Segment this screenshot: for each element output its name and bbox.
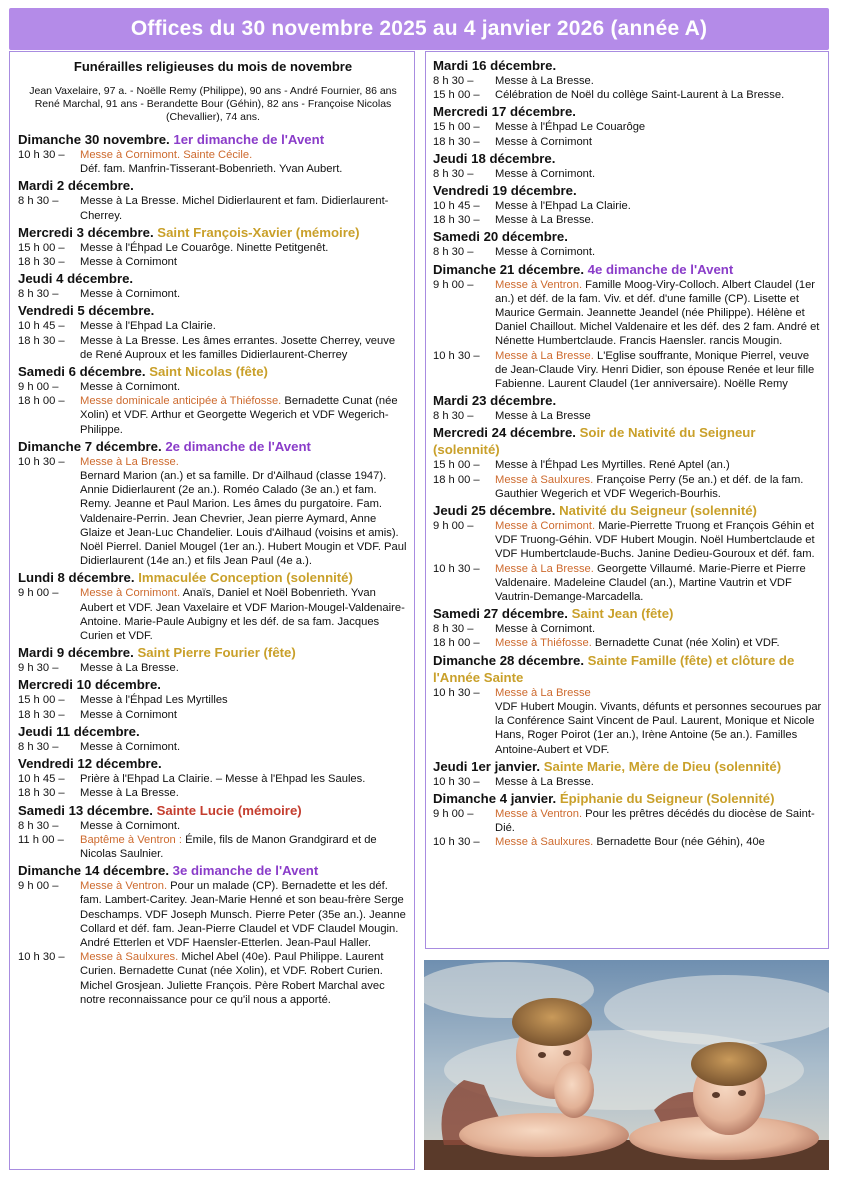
mass-time: 8 h 30 – (18, 195, 59, 208)
mass-entry (433, 519, 822, 562)
day-date: Dimanche 7 décembre. (18, 438, 162, 454)
mass-details (80, 255, 408, 269)
day-heading (433, 424, 822, 458)
mass-time: 18 h 30 – (18, 334, 65, 347)
mass-time: 9 h 00 – (18, 587, 59, 600)
mass-entry (18, 148, 408, 162)
day-heading (18, 723, 408, 740)
mass-entry (18, 394, 408, 437)
mass-time (18, 162, 80, 176)
mass-time: 18 h 30 – (18, 708, 65, 721)
mass-details (80, 879, 408, 950)
funerals-list: Jean Vaxelaire, 97 a. - Noëlle Remy (Philippe), 90 ans - André Fournier, 86 ans René Marchal, 91 ans - Berandette Bour (Géhin), 82 ans - Françoise Nicolas (Chevallier), 74 ans. (29, 85, 397, 123)
mass-location: Messe à La Bresse. (80, 455, 179, 468)
mass-details (80, 950, 408, 1007)
mass-time: 9 h 00 – (433, 520, 474, 533)
mass-details (80, 708, 408, 722)
day-date: Mardi 23 décembre. (433, 393, 557, 409)
mass-time: 18 h 30 – (18, 256, 65, 269)
mass-time: 10 h 30 – (433, 562, 480, 575)
mass-intentions: Messe à l'Éhpad Les Myrtilles. René Aptel (an.) (495, 459, 730, 472)
feast-name: Épiphanie du Seigneur (Solennité) (559, 790, 775, 806)
mass-details (495, 636, 822, 650)
day-date: Jeudi 1er janvier. (433, 758, 541, 774)
day-heading (433, 652, 822, 686)
mass-details (495, 74, 822, 88)
mass-entry (433, 835, 822, 849)
mass-location: Messe à Ventron. (80, 880, 168, 893)
mass-entry (18, 833, 408, 861)
mass-details (495, 562, 822, 605)
mass-details (495, 278, 822, 349)
mass-details (495, 88, 822, 102)
mass-intentions: Messe à Cornimont. (80, 740, 181, 753)
mass-location: Messe à Thiéfosse. (495, 637, 592, 650)
mass-time: 9 h 00 – (433, 807, 474, 820)
day-date: Samedi 27 décembre. (433, 606, 568, 622)
mass-details (80, 740, 408, 754)
mass-time: 8 h 30 – (18, 288, 59, 301)
mass-time: 15 h 00 – (18, 694, 65, 707)
mass-time: 10 h 30 – (433, 836, 480, 849)
mass-entry (18, 469, 408, 568)
mass-time: 15 h 00 – (433, 121, 480, 134)
day-heading (18, 302, 408, 319)
mass-entry (433, 807, 822, 835)
mass-intentions: Messe à Cornimont. (495, 623, 596, 636)
right-schedule (433, 57, 822, 850)
mass-intentions: Messe à La Bresse. (495, 214, 594, 227)
mass-entry (18, 950, 408, 1007)
mass-details (495, 135, 822, 149)
mass-details (495, 473, 822, 501)
mass-intentions: Anaïs, Daniel et Noël Bobenrieth. Yvan Aubert et VDF. Jean Vaxelaire et VDF Marion-Mougel-Valdenaire-Antoine. Marie-Paule Aubigny et les déf. de sa fam. Jacques Curien et VDF. (80, 587, 405, 643)
feast-name: Sainte Lucie (mémoire) (156, 802, 302, 818)
mass-intentions: Déf. fam. Manfrin-Tisserant-Bobenrieth. Yvan Aubert. (80, 163, 343, 176)
mass-intentions: Messe à La Bresse. Les âmes errantes. Josette Cherrey, veuve de René Auproux et les familles Didierlaurent-Cherrey (80, 334, 396, 361)
funerals-title: Funérailles religieuses du mois de novembre (73, 59, 353, 74)
day-date: Lundi 8 décembre. (18, 570, 135, 586)
day-date: Jeudi 25 décembre. (433, 503, 556, 519)
mass-details (80, 287, 408, 301)
mass-intentions: Georgette Villaumé. Marie-Pierre et Pierre Valdenaire. Madeleine Claudel (an.), Martine Vautrin et VDF Vautrin-Demange-Marcadella. (495, 562, 806, 604)
mass-time: 8 h 30 – (18, 740, 59, 753)
mass-intentions: Messe à Cornimont. (495, 246, 596, 259)
mass-entry (433, 199, 822, 213)
mass-time: 10 h 30 – (433, 686, 480, 699)
mass-entry (18, 740, 408, 754)
feast-name: Sainte Marie, Mère de Dieu (solennité) (543, 758, 782, 774)
mass-details (80, 772, 408, 786)
day-heading (433, 150, 822, 167)
page-title: Offices du 30 novembre 2025 au 4 janvier 2026 (année A) (130, 17, 708, 40)
mass-details (80, 819, 408, 833)
mass-time: 15 h 00 – (433, 89, 480, 102)
feast-name: Soir de Nativité du Seigneur (solennité) (433, 425, 756, 458)
mass-time: 18 h 00 – (433, 637, 480, 650)
mass-time: 10 h 45 – (18, 773, 65, 786)
mass-entry (433, 686, 822, 700)
mass-entry (433, 74, 822, 88)
feast-name: Immaculée Conception (solennité) (138, 570, 353, 586)
day-date: Dimanche 21 décembre. (433, 261, 584, 277)
day-heading (433, 605, 822, 622)
mass-details (495, 835, 822, 849)
mass-entry (433, 458, 822, 472)
mass-details (495, 458, 822, 472)
day-heading (433, 228, 822, 245)
mass-details (80, 380, 408, 394)
mass-details (80, 241, 408, 255)
mass-time: 8 h 30 – (433, 167, 474, 180)
mass-location: Messe à Saulxures. (80, 951, 179, 964)
mass-time: 9 h 00 – (18, 381, 59, 394)
feast-name: Saint Pierre Fourier (fête) (137, 645, 296, 661)
day-heading (18, 177, 408, 194)
feast-name: 2e dimanche de l'Avent (165, 438, 311, 454)
day-date: Mardi 9 décembre. (18, 645, 134, 661)
day-heading (18, 131, 408, 148)
mass-entry (433, 88, 822, 102)
mass-intentions: Émile, fils de Manon Grandgirard et de Nicolas Saulnier. (80, 833, 377, 860)
mass-entry (433, 409, 822, 423)
mass-entry (433, 135, 822, 149)
day-heading (18, 676, 408, 693)
mass-intentions: Messe à La Bresse. (80, 662, 179, 675)
mass-entry (433, 245, 822, 259)
mass-time: 10 h 30 – (18, 951, 65, 964)
mass-intentions: Messe à l'Éhpad Les Myrtilles (80, 694, 228, 707)
mass-entry (433, 473, 822, 501)
mass-intentions: Messe à Cornimont (80, 708, 177, 721)
mass-location: Messe à La Bresse. (495, 349, 594, 362)
right-column (425, 51, 829, 949)
mass-time: 11 h 00 – (18, 833, 64, 846)
day-heading (433, 182, 822, 199)
mass-location: Messe à Saulxures. (495, 836, 594, 849)
mass-intentions: Bernard Marion (an.) et sa famille. Dr d'Ailhaud (classe 1947). Annie Didierlaurent (2e an.). Roméo Calado (3e an.) et fam. Remy. Jeanne et Paul Marion. Les âmes du purgatoire. Fam. Valdenaire-Perrin. Jean Chevrier, Jean pierre Aymard, Anne Glaize et Jean-Luc Chandelier. Louis d'Ailhaud (voisins et amis). Noël Pierrel. Daniel Mougel (1er an.). Hubert Mougin et VDF. Paul Didierlaurent (14e an.) et fils Jean Paul (4e a.). (80, 470, 407, 568)
day-heading (18, 224, 408, 241)
day-date: Mercredi 24 décembre. (433, 425, 576, 441)
mass-entry (18, 194, 408, 222)
mass-entry (18, 786, 408, 800)
day-date: Mardi 16 décembre. (433, 58, 557, 73)
mass-entry (433, 636, 822, 650)
mass-details (495, 686, 822, 700)
mass-location: Messe à Cornimont. Sainte Cécile. (80, 149, 253, 161)
mass-entry (433, 167, 822, 181)
day-heading (433, 57, 822, 74)
day-date: Mardi 2 décembre. (18, 178, 134, 194)
mass-intentions: Messe à La Bresse. (495, 775, 594, 788)
mass-time: 10 h 30 – (433, 349, 480, 362)
mass-details (495, 120, 822, 134)
mass-details (495, 349, 822, 392)
mass-time (433, 700, 495, 757)
mass-details (80, 586, 408, 643)
day-heading (18, 644, 408, 661)
day-heading (18, 862, 408, 879)
mass-location: Messe à Cornimont. (495, 520, 596, 533)
mass-intentions: Messe à l'Éhpad Le Couarôge. Ninette Petitgenêt. (80, 241, 329, 254)
mass-time: 10 h 45 – (433, 200, 480, 213)
day-heading (433, 502, 822, 519)
mass-entry (18, 162, 408, 176)
feast-name: 1er dimanche de l'Avent (173, 132, 325, 147)
mass-location: Baptême à Ventron : (80, 833, 182, 846)
mass-entry (18, 661, 408, 675)
mass-intentions: Bernadette Bour (née Géhin), 40e (593, 836, 765, 849)
day-date: Mercredi 3 décembre. (18, 224, 154, 240)
mass-details (80, 394, 408, 437)
mass-details (495, 167, 822, 181)
mass-details (495, 700, 822, 757)
mass-time: 10 h 30 – (18, 149, 65, 161)
mass-details (495, 213, 822, 227)
mass-intentions: Messe à l'Ehpad La Clairie. (495, 200, 631, 213)
mass-entry (433, 349, 822, 392)
day-date: Mercredi 10 décembre. (18, 677, 161, 693)
mass-intentions: Michel Abel (40e). Paul Philippe. Laurent Curien. Bernadette Cunat (née Xolin), et VDF. Robert Curien. Michel Grosjean. Juliette François. Père Robert Marchal avec notre reconnaissance pour ce qu'il nous a apporté. (80, 951, 385, 1006)
mass-time: 18 h 00 – (433, 473, 480, 486)
mass-time: 8 h 30 – (433, 246, 474, 259)
mass-entry (18, 708, 408, 722)
mass-location: Messe à La Bresse. (495, 562, 594, 575)
mass-intentions: Messe à La Bresse. (495, 75, 594, 87)
mass-time: 18 h 30 – (433, 135, 480, 148)
mass-entry (433, 213, 822, 227)
day-date: Jeudi 4 décembre. (18, 271, 134, 287)
mass-entry (18, 586, 408, 643)
mass-time: 18 h 30 – (18, 787, 65, 800)
mass-details (495, 807, 822, 835)
mass-intentions: L'Eglise souffrante, Monique Pierrel, veuve de Jean-Claude Viry. Henri Didier, son épouse Renée et leur fille Fabienne. Laurent Claudel (1er anniversaire). Noëlle Remy (495, 349, 815, 391)
mass-intentions: Famille Moog-Viry-Colloch. Albert Claudel (1er an.) et déf. de la fam. Viv. et déf. d'une famille (CP). Lisette et Maurice Germain. Jeannette Jeandel (née Philippe). Hélène et Daniel Chaillout. Michel Valdenaire et les déf. des 2 fam. André et Nénette Humbertclaude. Francis Haensler. rancis Mougin. (495, 278, 820, 348)
day-date: Vendredi 5 décembre. (18, 303, 155, 319)
cherubs-painting (424, 960, 829, 1170)
mass-intentions: Messe à Cornimont (495, 135, 592, 148)
cherubs-image (424, 960, 829, 1170)
day-heading (433, 392, 822, 409)
mass-intentions: Messe à Cornimont. (80, 381, 181, 394)
mass-time (18, 469, 80, 568)
mass-details (80, 469, 408, 568)
feast-name: Saint Nicolas (fête) (149, 364, 268, 380)
day-date: Samedi 6 décembre. (18, 364, 146, 380)
mass-entry (433, 562, 822, 605)
mass-intentions: Messe à Cornimont. (80, 288, 181, 301)
mass-entry (433, 700, 822, 757)
day-date: Samedi 13 décembre. (18, 802, 153, 818)
day-heading (433, 790, 822, 807)
mass-intentions: Messe à Cornimont. (80, 819, 181, 832)
mass-intentions: Bernadette Cunat (née Xolin) et VDF. Arthur et Georgette Wegerich et VDF Wegerich-Philippe. (80, 395, 398, 436)
mass-entry (18, 380, 408, 394)
mass-location: Messe dominicale anticipée à Thiéfosse. (80, 395, 282, 408)
day-date: Vendredi 12 décembre. (18, 756, 162, 772)
mass-entry (18, 287, 408, 301)
left-column (9, 51, 415, 1170)
left-schedule (18, 131, 408, 1007)
day-date: Samedi 20 décembre. (433, 229, 568, 245)
day-heading (18, 755, 408, 772)
mass-entry (18, 319, 408, 333)
feast-name: Sainte Famille (fête) et clôture de l'Année Sainte (433, 652, 795, 685)
mass-intentions: VDF Hubert Mougin. Vivants, défunts et personnes secourues par la Conférence Saint Vincent de Paul. Laurent, Monique et Nicole Hans, Roger Poirot (1er an.), Irène Antoine (5e an.). Familles Antoine-Aubert et VDF. (495, 700, 822, 756)
mass-time: 8 h 30 – (18, 819, 59, 832)
mass-details (80, 162, 408, 176)
mass-location: Messe à La Bresse (495, 686, 591, 699)
feast-name: Nativité du Seigneur (solennité) (559, 503, 757, 519)
mass-intentions: Messe à La Bresse. Michel Didierlaurent et fam. Didierlaurent-Cherrey. (80, 195, 389, 222)
day-date: Dimanche 4 janvier. (433, 790, 557, 806)
page-title-banner (9, 8, 829, 50)
mass-entry (433, 775, 822, 789)
day-heading (18, 438, 408, 455)
day-date: Jeudi 11 décembre. (18, 723, 140, 739)
mass-location: Messe à Ventron. (495, 807, 583, 820)
mass-intentions: Célébration de Noël du collège Saint-Laurent à La Bresse. (495, 89, 785, 102)
mass-details (80, 319, 408, 333)
mass-intentions: Pour les prêtres décédés du diocèse de Saint-Dié. (495, 807, 815, 835)
mass-details (495, 519, 822, 562)
mass-time: 8 h 30 – (433, 623, 474, 636)
mass-entry (18, 241, 408, 255)
mass-details (80, 693, 408, 707)
mass-details (80, 661, 408, 675)
mass-intentions: Messe à l'Ehpad La Clairie. (80, 320, 216, 333)
mass-details (495, 199, 822, 213)
day-date: Jeudi 18 décembre. (433, 150, 556, 166)
mass-time: 9 h 00 – (18, 880, 59, 893)
mass-time: 8 h 30 – (433, 410, 474, 423)
mass-location: Messe à Ventron. (495, 278, 583, 291)
mass-intentions: Messe à Cornimont. (495, 167, 596, 180)
mass-intentions: Marie-Pierrette Truong et François Géhin et VDF Truong-Géhin. VDF Hubert Mougin. Noël Humbertclaude et VDF Humbertclaude-Buchs. Janine Dedieu-Gouroux et déf. fam. (495, 520, 815, 561)
day-date: Vendredi 19 décembre. (433, 183, 577, 199)
mass-entry (433, 278, 822, 349)
day-date: Dimanche 30 novembre. (18, 132, 170, 147)
mass-intentions: Messe à Cornimont (80, 256, 177, 269)
mass-details (495, 622, 822, 636)
mass-intentions: Françoise Perry (5e an.) et déf. de la fam. Gauthier Wegerich et VDF Wegerich-Bourhis. (495, 473, 804, 500)
mass-intentions: Prière à l'Ehpad La Clairie. – Messe à l'Ehpad les Saules. (80, 773, 366, 786)
mass-entry (18, 455, 408, 469)
mass-time: 10 h 30 – (433, 775, 480, 788)
mass-time: 8 h 30 – (433, 75, 474, 87)
mass-entry (18, 255, 408, 269)
mass-time: 15 h 00 – (433, 459, 480, 472)
mass-intentions: Pour un malade (CP). Bernadette et les déf. fam. Lambert-Caritey. Jean-Marie Henné et son beau-frère Serge Deschamps. VDF Joseph Munsch. Pierre Peter (35e an.). Jeanne Collard et déf. fam. Jean-Pierre Claudel et VDF Claudel Mougin. André Etterlen et VDF Haensler-Etterlen. Jean-Paul Haller. (80, 880, 406, 949)
mass-details (80, 786, 408, 800)
day-heading (18, 363, 408, 380)
mass-intentions: Messe à La Bresse. (80, 787, 179, 800)
mass-details (495, 409, 822, 423)
day-heading (18, 569, 408, 586)
mass-time: 9 h 00 – (433, 278, 474, 291)
mass-location: Messe à Cornimont. (80, 587, 181, 600)
mass-details (80, 148, 408, 162)
mass-intentions: Messe à l'Éhpad Le Couarôge (495, 121, 646, 134)
mass-entry (18, 819, 408, 833)
day-heading (433, 261, 822, 278)
day-date: Dimanche 14 décembre. (18, 863, 169, 879)
mass-location: Messe à Saulxures. (495, 473, 594, 486)
mass-entry (18, 879, 408, 950)
day-heading (433, 103, 822, 120)
mass-time: 18 h 30 – (433, 214, 480, 227)
mass-entry (433, 622, 822, 636)
mass-time: 15 h 00 – (18, 241, 65, 254)
mass-intentions: Messe à La Bresse (495, 410, 591, 423)
mass-time: 10 h 45 – (18, 320, 65, 333)
day-heading (18, 270, 408, 287)
feast-name: 4e dimanche de l'Avent (587, 261, 734, 277)
mass-intentions: Bernadette Cunat (née Xolin) et VDF. (591, 637, 780, 650)
mass-details (80, 833, 408, 861)
mass-entry (18, 334, 408, 362)
mass-entry (433, 120, 822, 134)
day-heading (433, 758, 822, 775)
feast-name: Saint François-Xavier (mémoire) (157, 224, 360, 240)
day-date: Dimanche 28 décembre. (433, 652, 584, 668)
mass-details (495, 245, 822, 259)
feast-name: 3e dimanche de l'Avent (172, 863, 319, 879)
mass-time: 10 h 30 – (18, 455, 65, 468)
mass-entry (18, 693, 408, 707)
mass-details (80, 455, 408, 469)
day-date: Mercredi 17 décembre. (433, 104, 576, 120)
mass-entry (18, 772, 408, 786)
mass-time: 9 h 30 – (18, 662, 59, 675)
day-heading (18, 802, 408, 819)
mass-time: 18 h 00 – (18, 395, 65, 408)
feast-name: Saint Jean (fête) (571, 606, 674, 622)
mass-details (80, 334, 408, 362)
mass-details (495, 775, 822, 789)
mass-details (80, 194, 408, 222)
